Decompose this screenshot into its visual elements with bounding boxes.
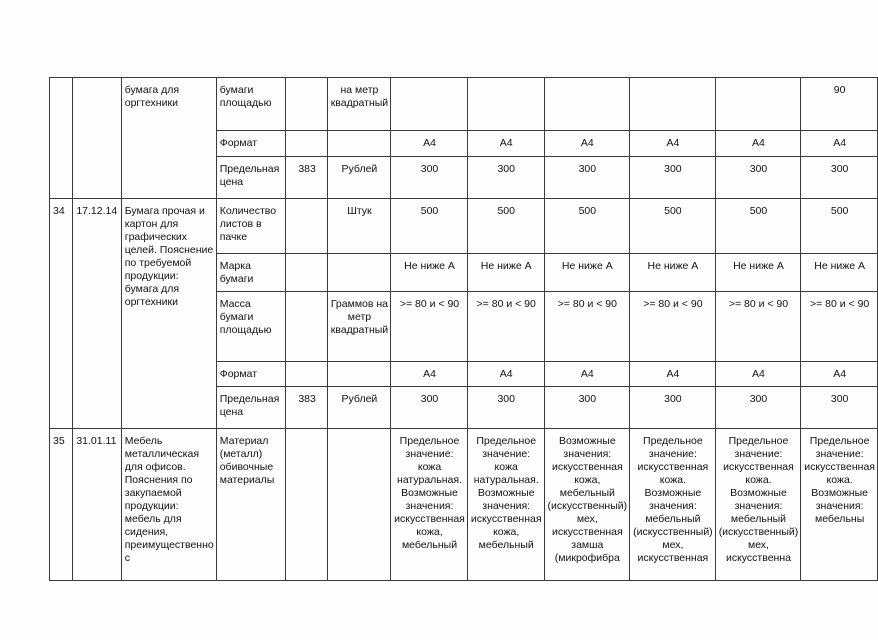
- value-text: Возможные значения: искусственная кожа, мебельный (искусственный) мех, искусственная замша (микрофибра: [547, 435, 628, 564]
- cell-unit: [327, 254, 390, 292]
- cell-value: 500: [544, 199, 630, 254]
- cell-value: Не ниже А: [544, 254, 630, 292]
- cell-value: А4: [630, 131, 716, 157]
- cell-char-name: бумаги площадью: [216, 78, 286, 131]
- cell-num: [50, 78, 73, 199]
- cell-unit: Рублей: [327, 157, 390, 199]
- cell-value: А4: [467, 131, 544, 157]
- cell-unit: Рублей: [327, 387, 390, 429]
- cell-value: 300: [715, 157, 801, 199]
- cell-value: А4: [391, 131, 468, 157]
- requirements-table: [49, 77, 878, 581]
- cell-value: [801, 429, 878, 581]
- cell-product: бумага для оргтехники: [121, 78, 216, 199]
- product-text: Мебель металлическая для офисов. Пояснения по закупаемой продукции: мебель для сидения, преимущественно с: [124, 435, 214, 564]
- cell-value: [286, 362, 327, 387]
- cell-value: 90: [801, 78, 878, 131]
- cell-char-name: Материал (металл) обивочные материалы: [216, 429, 286, 581]
- cell-value: [391, 429, 468, 581]
- cell-value: [467, 429, 544, 581]
- cell-value: [286, 292, 327, 362]
- cell-num: 35: [50, 429, 73, 581]
- cell-char-name: Формат: [216, 362, 286, 387]
- cell-value: >= 80 и < 90: [544, 292, 630, 362]
- cell-unit: [327, 131, 390, 157]
- cell-num: 34: [50, 199, 73, 429]
- value-text: Предельное значение: искусственная кожа. Возможные значения: мебельный (искусственный) мех, искусственна: [718, 435, 799, 564]
- cell-value: [286, 131, 327, 157]
- cell-value: А4: [391, 362, 468, 387]
- cell-value: А4: [715, 362, 801, 387]
- cell-value: 300: [544, 387, 630, 429]
- cell-value: [544, 429, 630, 581]
- table-row: [50, 429, 878, 581]
- cell-code: [73, 78, 121, 199]
- value-text: Предельное значение: кожа натуральная. Возможные значения: искусственная кожа, мебельный: [394, 435, 465, 551]
- cell-value: 500: [715, 199, 801, 254]
- cell-value: 500: [467, 199, 544, 254]
- cell-value: Не ниже А: [801, 254, 878, 292]
- cell-char-name: Марка бумаги: [216, 254, 286, 292]
- cell-value: Не ниже А: [391, 254, 468, 292]
- cell-value: А4: [630, 362, 716, 387]
- cell-value: >= 80 и < 90: [467, 292, 544, 362]
- cell-value: А4: [544, 131, 630, 157]
- cell-unit: [327, 429, 390, 581]
- cell-product: [121, 429, 216, 581]
- cell-char-name: Предельная цена: [216, 387, 286, 429]
- value-text: Предельное значение: кожа натуральная. Возможные значения: искусственная кожа, мебельный: [470, 435, 542, 551]
- cell-value: 300: [801, 387, 878, 429]
- cell-code: 17.12.14: [73, 199, 121, 429]
- cell-unit: на метр квадратный: [327, 78, 390, 131]
- cell-char-name: Формат: [216, 131, 286, 157]
- cell-value: 500: [630, 199, 716, 254]
- cell-value: 300: [715, 387, 801, 429]
- table-row: [50, 78, 878, 131]
- cell-value: [715, 78, 801, 131]
- cell-value: [630, 429, 716, 581]
- cell-char-name: Масса бумаги площадью: [216, 292, 286, 362]
- cell-value: Не ниже А: [715, 254, 801, 292]
- cell-value: 383: [286, 387, 327, 429]
- cell-value: 500: [391, 199, 468, 254]
- cell-value: >= 80 и < 90: [715, 292, 801, 362]
- cell-value: [286, 199, 327, 254]
- cell-value: [391, 78, 468, 131]
- table-row: [50, 199, 878, 254]
- cell-value: А4: [715, 131, 801, 157]
- cell-value: А4: [801, 362, 878, 387]
- cell-char-name: Количество листов в пачке: [216, 199, 286, 254]
- cell-value: >= 80 и < 90: [391, 292, 468, 362]
- cell-value: А4: [801, 131, 878, 157]
- cell-value: 300: [544, 157, 630, 199]
- cell-value: 300: [467, 387, 544, 429]
- cell-value: 300: [391, 157, 468, 199]
- cell-value: Не ниже А: [630, 254, 716, 292]
- cell-value: Не ниже А: [467, 254, 544, 292]
- cell-value: >= 80 и < 90: [630, 292, 716, 362]
- cell-value: [286, 254, 327, 292]
- cell-value: [467, 78, 544, 131]
- cell-unit: [327, 362, 390, 387]
- cell-unit: Граммов на метр квадратный: [327, 292, 390, 362]
- cell-value: [286, 429, 327, 581]
- value-text: Предельное значение: искусственная кожа. Возможные значения: мебельны: [804, 435, 875, 525]
- cell-value: [286, 78, 327, 131]
- cell-value: [544, 78, 630, 131]
- cell-value: >= 80 и < 90: [801, 292, 878, 362]
- cell-product: Бумага прочая и картон для графических целей. Пояснение по требуемой продукции: бумага для оргтехники: [121, 199, 216, 429]
- cell-value: [630, 78, 716, 131]
- cell-value: 300: [391, 387, 468, 429]
- cell-value: 383: [286, 157, 327, 199]
- cell-value: 300: [467, 157, 544, 199]
- cell-value: [715, 429, 801, 581]
- value-text: Предельное значение: искусственная кожа. Возможные значения: мебельный (искусственный) мех, искусственная: [633, 435, 713, 564]
- cell-value: А4: [544, 362, 630, 387]
- cell-value: 300: [630, 157, 716, 199]
- cell-value: 300: [801, 157, 878, 199]
- cell-code: 31.01.11: [73, 429, 121, 581]
- cell-char-name: Предельная цена: [216, 157, 286, 199]
- cell-value: А4: [467, 362, 544, 387]
- cell-value: 500: [801, 199, 878, 254]
- cell-unit: Штук: [327, 199, 390, 254]
- cell-value: 300: [630, 387, 716, 429]
